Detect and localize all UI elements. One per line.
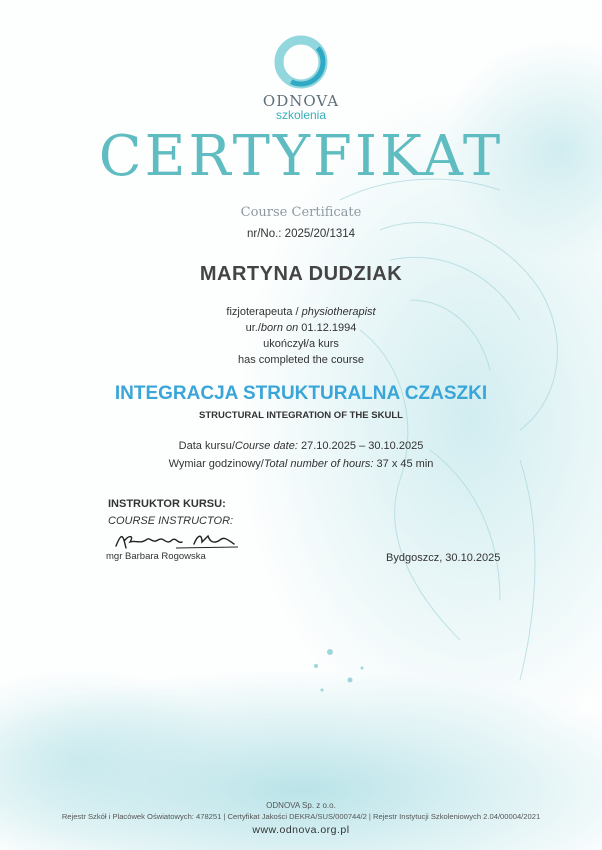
course-name-pl: INTEGRACJA STRUKTURALNA CZASZKI: [114, 383, 488, 404]
instructor-label-pl: INSTRUKTOR KURSU:: [108, 498, 226, 510]
odnova-logo-icon: [273, 34, 329, 90]
footer-registry: Rejestr Szkół i Placówek Oświatowych: 478251 | Certyfikat Jakości DEKRA/SUS/000744/2 | Rejestr Instytucji Szkoleniowych 2.04/00004/2021: [61, 812, 541, 821]
completed-pl: ukończył/a kurs: [263, 338, 339, 350]
course-hours-label-en: Total number of hours:: [263, 458, 374, 470]
profession-en: physiotherapist: [301, 306, 376, 318]
course-date: [0, 440, 602, 452]
course-date-value: 27.10.2025 – 30.10.2025: [300, 440, 424, 452]
footer-company: ODNOVA Sp. z o.o.: [266, 801, 336, 810]
born-en: born on: [260, 322, 299, 334]
instructor-name: mgr Barbara Rogowska: [106, 551, 206, 562]
born-pl: ur./: [245, 322, 261, 334]
course-hours-value: 37 x 45 min: [376, 458, 434, 470]
course-name-en: STRUCTURAL INTEGRATION OF THE SKULL: [199, 410, 403, 421]
instructor-signature: [112, 530, 242, 552]
profession-pl: fizjoterapeuta /: [226, 306, 299, 318]
course-hours: [0, 458, 602, 470]
course-date-label-pl: Data kursu/: [178, 440, 235, 452]
completed-en: has completed the course: [238, 354, 364, 366]
footer-url[interactable]: www.odnova.org.pl: [252, 824, 350, 836]
participant-name: MARTYNA DUDZIAK: [199, 263, 403, 285]
participant-birth: [0, 322, 602, 334]
certificate-number: nr/No.: 2025/20/1314: [246, 228, 356, 240]
place-date: Bydgoszcz, 30.10.2025: [386, 552, 501, 564]
course-hours-label-pl: Wymiar godzinowy/: [168, 458, 264, 470]
certificate-subtitle: Course Certificate: [240, 205, 362, 220]
course-date-label-en: Course date:: [234, 440, 298, 452]
logo-subtext: szkolenia: [275, 108, 327, 122]
instructor-label-en: COURSE INSTRUCTOR:: [108, 515, 234, 527]
participant-profession: [0, 306, 602, 318]
logo-wordmark: ODNOVA: [262, 92, 340, 110]
born-date: 01.12.1994: [301, 322, 357, 334]
certificate-title: CERTYFIKAT: [98, 124, 504, 189]
